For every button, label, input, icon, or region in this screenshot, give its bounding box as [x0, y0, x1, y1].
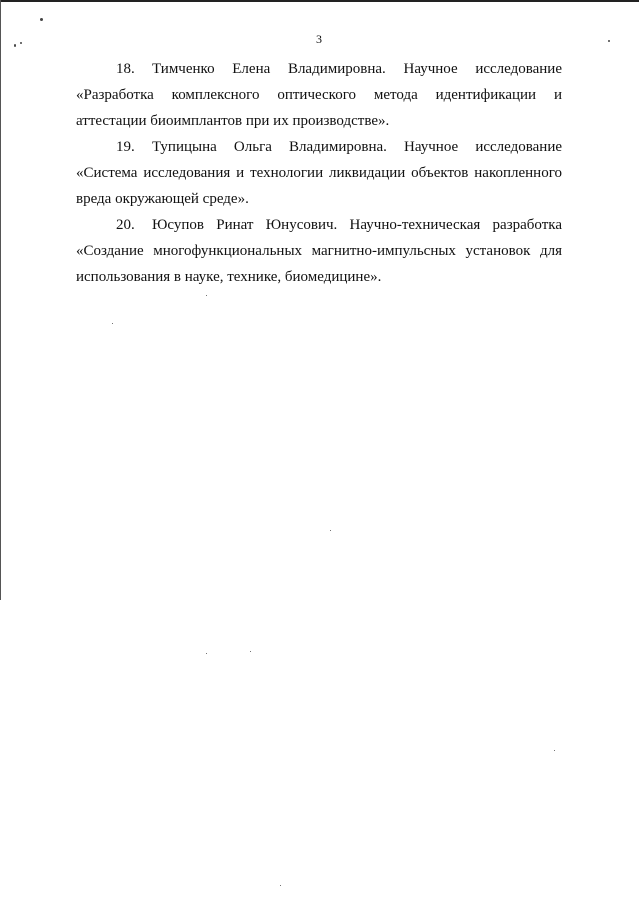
list-item-text: Тимченко Елена Владимировна. Научное исследование — [152, 61, 562, 77]
list-item-text: Тупицына Ольга Владимировна. Научное исследование — [152, 139, 562, 155]
list-item-line: «Создание многофункциональных магнитно-импульсных установок для — [76, 243, 562, 259]
list-item-first-line — [76, 56, 562, 82]
list-item — [76, 134, 562, 212]
scan-speck — [112, 323, 113, 324]
list-item-line: «Разработка комплексного оптического метода идентификации и — [76, 87, 562, 103]
list-item-first-line — [76, 134, 562, 160]
list-item-number: 19. — [116, 139, 135, 155]
list-item-number: 18. — [116, 61, 135, 77]
scan-speck — [206, 653, 207, 654]
list-item-line: использования в науке, технике, биомедицине». — [76, 269, 382, 285]
list-item — [76, 212, 562, 290]
list-item-text: Юсупов Ринат Юнусович. Научно-техническая разработка — [152, 217, 562, 233]
scan-speck — [608, 40, 610, 42]
list-item-line: вреда окружающей среде». — [76, 191, 249, 207]
list-item-line: аттестации биоимплантов при их производстве». — [76, 113, 390, 129]
scan-speck — [330, 530, 331, 531]
page-number: 3 — [316, 32, 322, 46]
scan-speck — [280, 885, 281, 886]
list-item-number: 20. — [116, 217, 135, 233]
scan-edge-left — [0, 0, 1, 600]
scan-speck — [20, 42, 22, 44]
scan-speck — [554, 750, 555, 751]
scan-speck — [206, 295, 207, 296]
numbered-list — [76, 56, 562, 290]
list-item-line: «Система исследования и технологии ликвидации объектов накопленного — [76, 165, 562, 181]
list-item-first-line — [76, 212, 562, 238]
list-item — [76, 56, 562, 134]
scan-edge-top — [0, 0, 639, 2]
scan-speck — [250, 651, 251, 652]
scan-speck — [14, 44, 16, 47]
scan-speck — [40, 18, 43, 21]
